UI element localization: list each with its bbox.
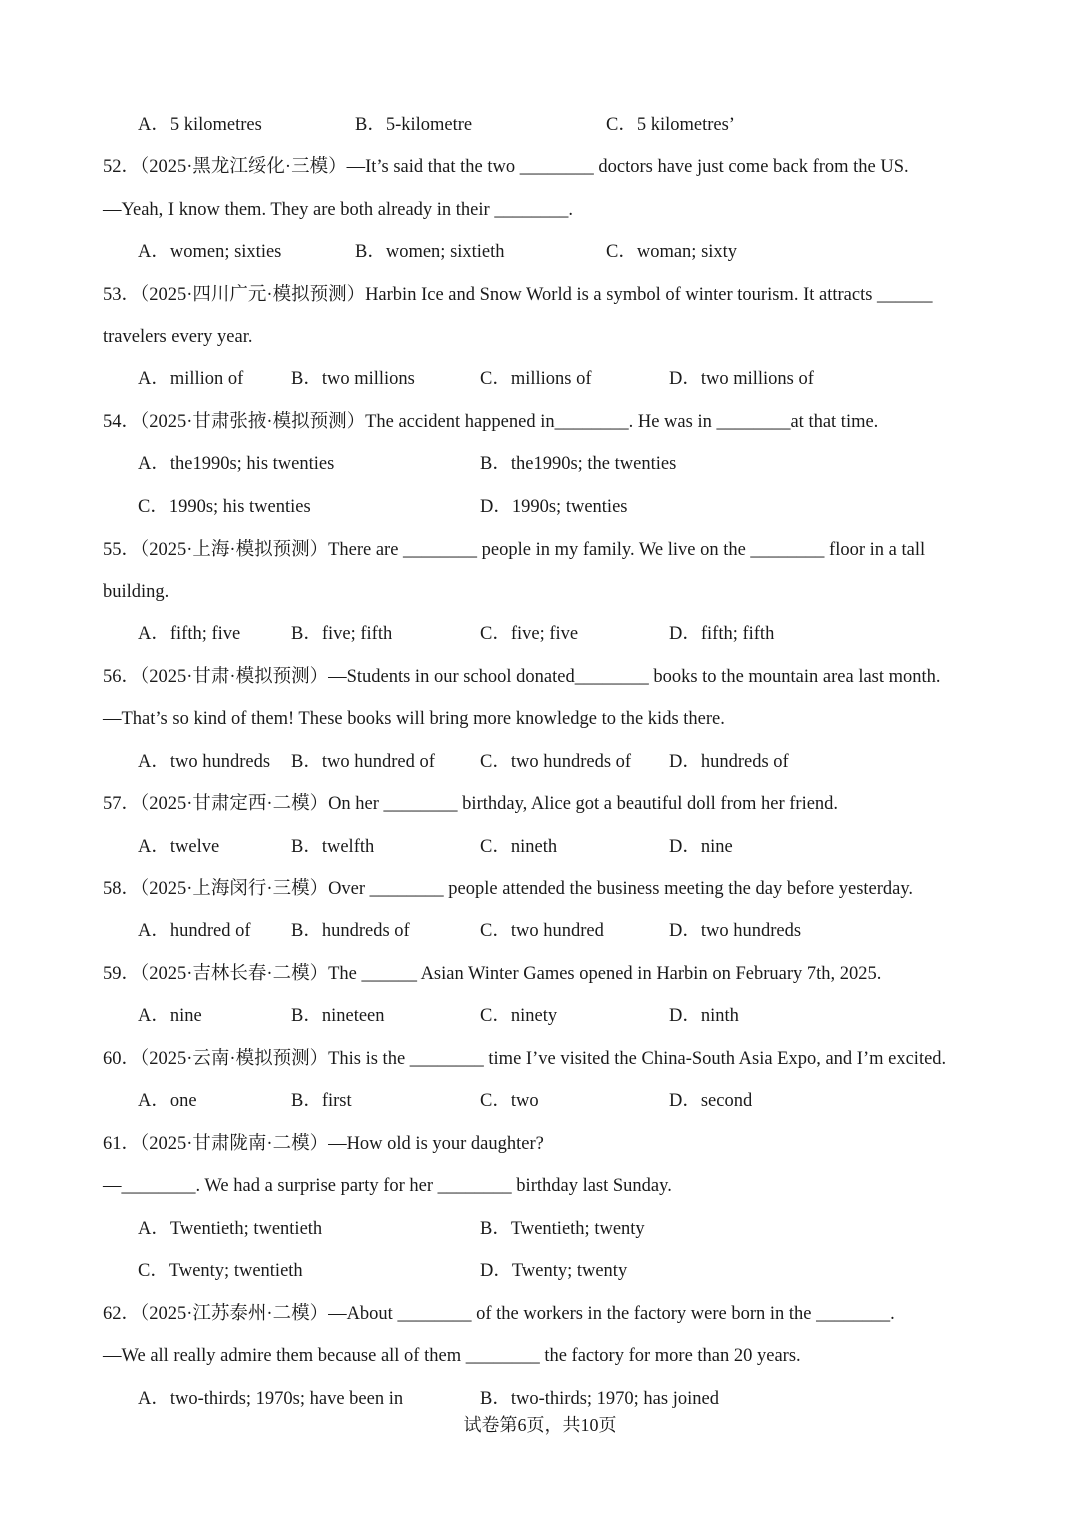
option-a[interactable]: A．one [138,1091,197,1111]
option-c[interactable]: C．woman; sixty [606,242,738,262]
option-d[interactable]: D．Twenty; twenty [480,1261,628,1281]
option-d[interactable]: D．second [669,1091,753,1111]
option-b[interactable]: B．hundreds of [291,921,410,941]
option-b[interactable]: B．women; sixtieth [355,242,505,262]
option-b[interactable]: B．two hundred of [291,752,435,772]
option-a[interactable]: A．hundred of [138,921,251,941]
option-c[interactable]: C．ninety [480,1006,558,1026]
option-b[interactable]: B．twelfth [291,837,375,857]
option-d[interactable]: D．two hundreds [669,921,802,941]
option-a[interactable]: A．the1990s; his twenties [138,454,335,474]
question-stem: 55．（2025·上海·模拟预测）There are ________ people in my family. We live on the ________ floor in a tall [103,540,926,560]
option-a[interactable]: A．5 kilometres [138,115,262,135]
question-stem: 52．（2025·黑龙江绥化·三模）—It’s said that the two ________ doctors have just come back from the US. [103,157,909,177]
option-d[interactable]: D．ninth [669,1006,739,1026]
option-d[interactable]: D．two millions of [669,369,814,389]
option-a[interactable]: A．women; sixties [138,242,282,262]
question-stem: 54．（2025·甘肃张掖·模拟预测）The accident happened in________. He was in ________at that time. [103,412,879,432]
option-a[interactable]: A．twelve [138,837,220,857]
option-a[interactable]: A．Twentieth; twentieth [138,1219,323,1239]
option-b[interactable]: B．two-thirds; 1970; has joined [480,1389,719,1409]
option-c[interactable]: C．two [480,1091,539,1111]
question-stem: 61．（2025·甘肃陇南·二模）—How old is your daughter? [103,1134,544,1154]
question-stem-continued: travelers every year. [103,327,253,347]
option-c[interactable]: C．Twenty; twentieth [138,1261,303,1281]
option-d[interactable]: D．nine [669,837,733,857]
question-stem: 57．（2025·甘肃定西·二模）On her ________ birthday, Alice got a beautiful doll from her friend. [103,794,839,814]
question-stem-continued: —That’s so kind of them! These books will bring more knowledge to the kids there. [103,709,725,729]
option-c[interactable]: C．1990s; his twenties [138,497,311,517]
option-a[interactable]: A．million of [138,369,244,389]
option-b[interactable]: B．5-kilometre [355,115,473,135]
question-stem: 58．（2025·上海闵行·三模）Over ________ people attended the business meeting the day before yesterday. [103,879,914,899]
option-a[interactable]: A．nine [138,1006,202,1026]
option-a[interactable]: A．two-thirds; 1970s; have been in [138,1389,404,1409]
question-stem: 60．（2025·云南·模拟预测）This is the ________ time I’ve visited the China-South Asia Expo, and I’m excited. [103,1049,947,1069]
question-stem: 59．（2025·吉林长春·二模）The ______ Asian Winter Games opened in Harbin on February 7th, 2025. [103,964,882,984]
question-stem-continued: building. [103,582,170,602]
question-stem: 62．（2025·江苏泰州·二模）—About ________ of the workers in the factory were born in the ________. [103,1304,895,1324]
option-c[interactable]: C．five; five [480,624,579,644]
question-stem: 53．（2025·四川广元·模拟预测）Harbin Ice and Snow World is a symbol of winter tourism. It attracts ______ [103,285,933,305]
option-c[interactable]: C．nineth [480,837,558,857]
option-b[interactable]: B．five; fifth [291,624,393,644]
option-d[interactable]: D．hundreds of [669,752,789,772]
page-footer: 试卷第6页，共10页 [463,1415,617,1435]
option-d[interactable]: D．1990s; twenties [480,497,628,517]
question-stem-continued: —Yeah, I know them. They are both already in their ________. [103,200,573,220]
question-stem: 56．（2025·甘肃·模拟预测）—Students in our school donated________ books to the mountain area last month. [103,667,941,687]
option-a[interactable]: A．fifth; five [138,624,241,644]
option-d[interactable]: D．fifth; fifth [669,624,775,644]
option-c[interactable]: C．5 kilometres’ [606,115,735,135]
option-b[interactable]: B．nineteen [291,1006,385,1026]
option-b[interactable]: B．two millions [291,369,415,389]
question-stem-continued: —________. We had a surprise party for her ________ birthday last Sunday. [103,1176,672,1196]
option-c[interactable]: C．two hundreds of [480,752,632,772]
question-stem-continued: —We all really admire them because all of them ________ the factory for more than 20 years. [103,1346,801,1366]
option-b[interactable]: B．the1990s; the twenties [480,454,677,474]
option-c[interactable]: C．millions of [480,369,592,389]
option-b[interactable]: B．first [291,1091,352,1111]
option-b[interactable]: B．Twentieth; twenty [480,1219,645,1239]
option-a[interactable]: A．two hundreds [138,752,271,772]
option-c[interactable]: C．two hundred [480,921,604,941]
